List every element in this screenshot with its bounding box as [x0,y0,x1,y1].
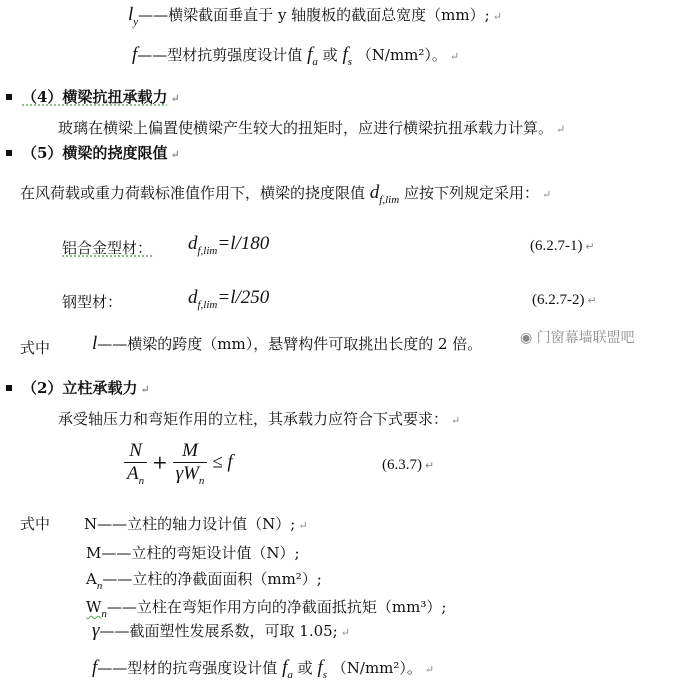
column-formula: $\frac{N}{A_n}$ + $\frac{M}{\gamma W_n}$ ≤ f [124,440,233,485]
def-axial-force: N——立柱的轴力设计值（N）; ↵ [84,515,308,533]
section-2-title: （2）立柱承载力 ↵ [22,379,150,397]
paragraph-mark-icon: ↵ [170,148,180,161]
steel-label: 钢型材： [62,293,123,311]
def-net-area: $A_n——$立柱的净截面面积（mm²）; [86,570,322,592]
section-4-title: （4）横梁抗扭承载力 ↵ [22,88,180,106]
chat-bubble-icon: ◉ [520,330,533,346]
f-shear-text: ——型材抗剪强度设计值 [137,46,303,64]
bullet-icon [6,385,12,391]
fraction-n-over-an: $\frac{N}{A_n}$ [124,440,147,485]
paragraph-mark-icon: ↵ [425,460,435,472]
section-5-body: 在风荷载或重力荷载标准值作用下，横梁的挠度限值 $d_{f,lim}$ 应按下列规定采用： ↵ [20,182,552,206]
f-symbol: f [132,44,138,65]
paragraph-mark-icon: ↵ [340,626,350,639]
or-text: 或 [322,46,338,64]
bullet-icon [6,94,12,100]
ly-definition [128,4,502,26]
unit-text: （N/mm²）。 [356,46,447,64]
paragraph-mark-icon: ↵ [541,188,552,201]
equation-number-3: (6.3.7) ↵ [382,457,435,473]
paragraph-mark-icon: ↵ [492,10,502,23]
section-4-body: 玻璃在横梁上偏置使横梁产生较大的扭矩时，应进行横梁抗扭承载力计算。 ↵ [58,119,566,137]
fs-symbol: f [342,44,348,65]
fraction-m-over-gwn: $\frac{M}{\gamma W_n}$ [173,440,208,485]
equation-number-1: (6.2.7-1) ↵ [530,238,595,254]
paragraph-mark-icon: ↵ [451,414,461,427]
where-label-1: 式中 [20,339,51,357]
fa-symbol: f [307,44,313,65]
aluminum-formula: $d_{f,lim}=l/180$ [188,233,270,257]
paragraph-mark-icon: ↵ [170,92,180,105]
d-subscript: f,lim [379,194,400,206]
span-definition: l——横梁的跨度（mm），悬臂构件可取挑出长度的 2 倍。 [92,333,483,354]
paragraph-mark-icon: ↵ [298,519,308,532]
ly-subscript: y [133,16,139,28]
steel-formula: $d_{f,lim}=l/250$ [188,287,270,311]
f-bending-definition: f——型材的抗弯强度设计值 $f_a$ 或 $f_s$ （N/mm²）。 ↵ [92,657,435,681]
aluminum-label: 铝合金型材： [62,239,153,257]
def-gamma: γ——截面塑性发展系数，可取 1.05; ↵ [92,620,350,641]
ly-symbol: l [128,4,134,25]
watermark: ◉ 门窗幕墙联盟吧 [520,330,635,346]
def-moment: M——立柱的弯矩设计值（N）; [86,544,300,562]
paragraph-mark-icon: ↵ [587,295,597,307]
ly-text: ——横梁截面垂直于 y 轴腹板的截面总宽度（mm）; [138,6,490,24]
equation-number-2: (6.2.7-2) ↵ [532,292,597,308]
bullet-icon [6,150,12,156]
where-label-2: 式中 [20,515,51,533]
paragraph-mark-icon: ↵ [585,241,595,253]
fs-subscript: s [347,56,352,68]
section-2-body: 承受轴压力和弯矩作用的立柱，其承载力应符合下式要求： ↵ [58,410,461,428]
def-section-modulus: $W_n——$立柱在弯矩作用方向的净截面抵抗矩（mm³）; [86,598,447,620]
paragraph-mark-icon: ↵ [140,383,150,396]
d-symbol: d [369,182,380,203]
paragraph-mark-icon: ↵ [556,123,566,136]
fa-subscript: a [312,56,318,68]
f-shear-definition [132,44,459,66]
paragraph-mark-icon: ↵ [449,50,460,63]
paragraph-mark-icon: ↵ [424,663,435,676]
section-5-title: （5）横梁的挠度限值 ↵ [22,144,180,162]
